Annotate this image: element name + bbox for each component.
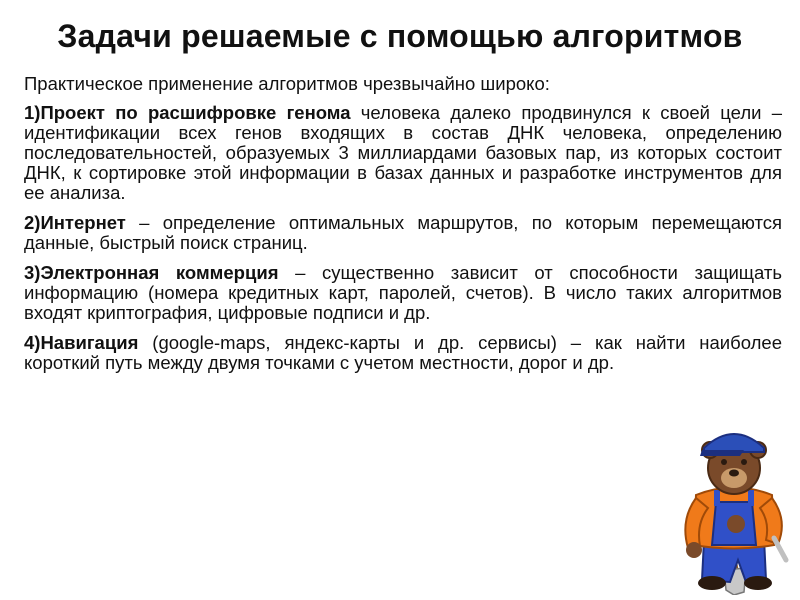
list-item-genome [24, 103, 782, 203]
list-item-internet [24, 213, 782, 253]
slide-title: Задачи решаемые с помощью алгоритмов [57, 18, 743, 54]
list-item-text: (google-maps, яндекс-карты и др. сервисы) – как найти наиболее короткий путь между двумя точками с учетом местности, дорог и др. [24, 332, 782, 373]
list-item-lead: 2)Интернет [24, 212, 126, 233]
list-item-text: – определение оптимальных маршрутов, по которым перемещаются данные, быстрый поиск страниц. [24, 212, 782, 253]
list-item-lead: 1)Проект по расшифровке генома [24, 102, 351, 123]
list-item-lead: 4)Навигация [24, 332, 139, 353]
bear-worker-with-shovel-icon [674, 420, 794, 595]
list-item-text: человека далеко продвинулся к своей цели – идентификации всех генов входящих в состав ДНК человека, определению последовательностей, образуемых 3 миллиардами базовых пар, из которых состоит ДНК, к сортировке этой информации в базах данных и разработке инструментов для ее анализа. [24, 102, 782, 203]
list-item-ecommerce [24, 263, 782, 323]
list-item-navigation [24, 333, 782, 373]
slide-body [24, 74, 782, 383]
intro-text: Практическое применение алгоритмов чрезвычайно широко: [24, 73, 550, 94]
list-item-lead: 3)Электронная коммерция [24, 262, 279, 283]
list-item-text: – существенно зависит от способности защищать информацию (номера кредитных карт, паролей, счетов). В число таких алгоритмов входят криптография, цифровые подписи и др. [24, 262, 782, 323]
